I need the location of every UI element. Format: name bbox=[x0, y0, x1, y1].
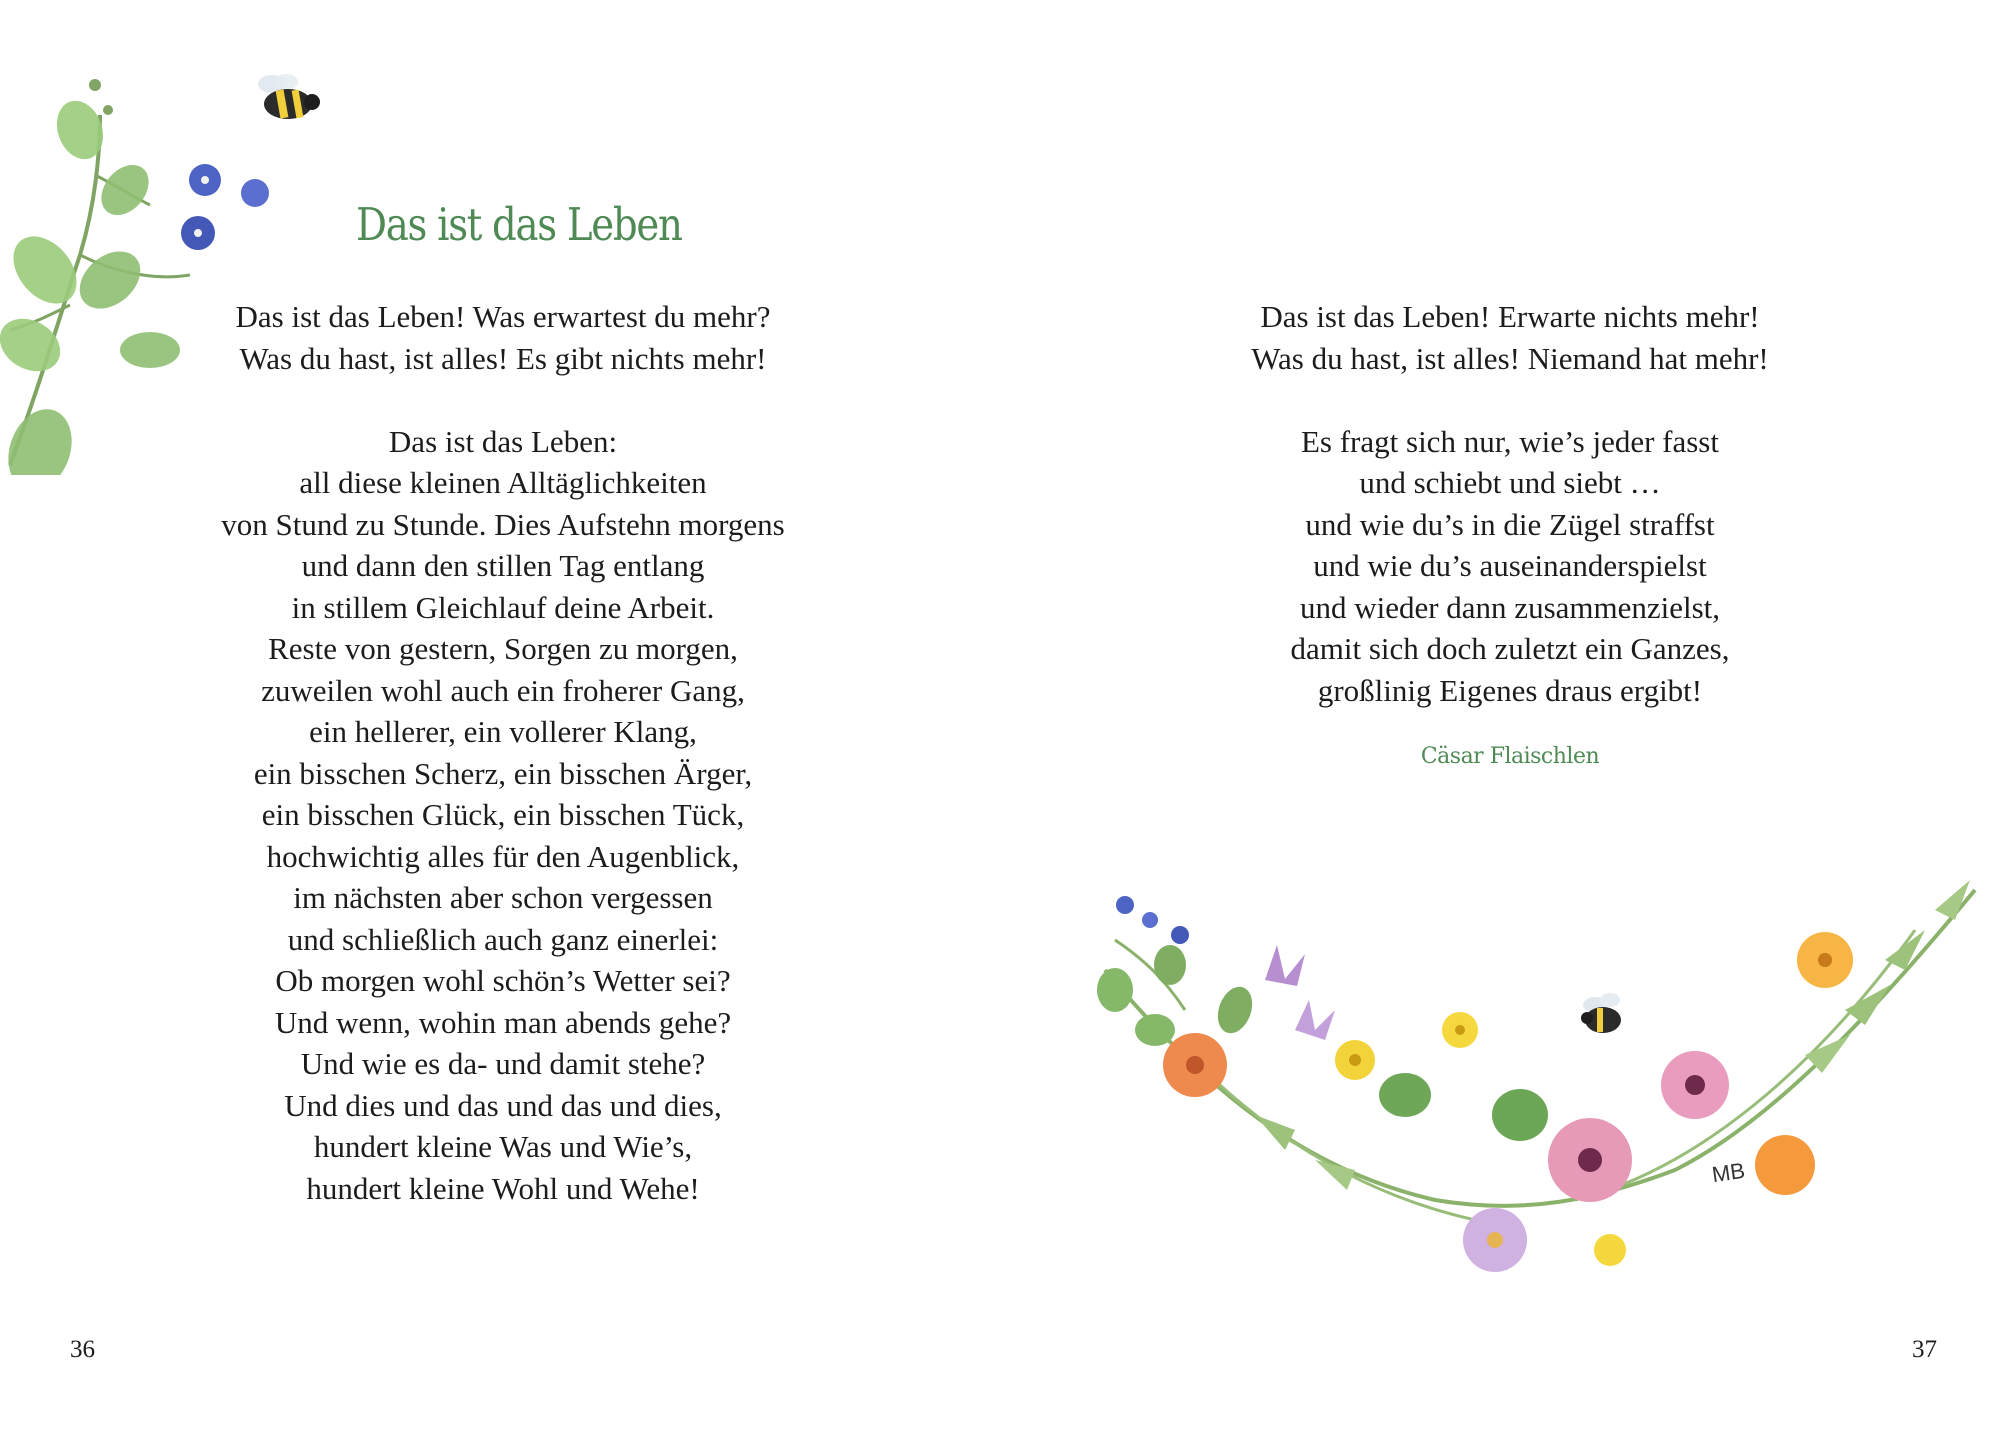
poem-line: Das ist das Leben! Was erwartest du mehr? bbox=[235, 299, 771, 334]
poem-line: Es fragt sich nur, wie’s jeder fasst bbox=[1300, 423, 1719, 459]
page-number-right: 37 bbox=[1912, 1336, 1937, 1363]
poem-line: Ob morgen wohl schön’s Wetter sei? bbox=[275, 963, 731, 998]
poem-line: großlinig Eigenes draus ergibt! bbox=[1317, 672, 1703, 708]
flower-garland-icon bbox=[1055, 870, 1995, 1290]
poem-line: zuweilen wohl auch ein froherer Gang, bbox=[261, 672, 745, 708]
poem-author: Cäsar Flaischlen bbox=[1420, 744, 1600, 769]
poem-line: Das ist das Leben! Erwarte nichts mehr! bbox=[1260, 299, 1760, 334]
poem-line: im nächsten aber schon vergessen bbox=[293, 880, 713, 915]
poem-line: Und dies und das und das und dies, bbox=[284, 1087, 722, 1123]
poem-line: damit sich doch zuletzt ein Ganzes, bbox=[1290, 631, 1730, 666]
poem-line: und schließlich auch ganz einerlei: bbox=[287, 921, 719, 957]
poem-line: hochwichtig alles für den Augenblick, bbox=[266, 838, 740, 874]
stanza bbox=[203, 421, 803, 1210]
poem-title: Das ist das Leben bbox=[356, 198, 682, 251]
poem-line: ein hellerer, ein vollerer Klang, bbox=[309, 714, 697, 749]
right-page bbox=[1000, 0, 2000, 1440]
poem-line: ein bisschen Glück, ein bisschen Tück, bbox=[261, 797, 745, 832]
stanza bbox=[1210, 421, 1810, 712]
poem-line: Was du hast, ist alles! Niemand hat mehr! bbox=[1251, 340, 1769, 376]
bumblebee-icon bbox=[1581, 993, 1621, 1033]
stanza bbox=[203, 296, 803, 379]
poem-text-right bbox=[1210, 296, 1810, 711]
poem-line: in stillem Gleichlauf deine Arbeit. bbox=[291, 589, 715, 625]
poem-line: hundert kleine Was und Wie’s, bbox=[313, 1129, 693, 1164]
stanza bbox=[1210, 296, 1810, 379]
poem-line: und schiebt und siebt … bbox=[1359, 465, 1661, 500]
poem-line: all diese kleinen Alltäglichkeiten bbox=[299, 465, 707, 500]
poem-line: und wie du’s in die Zügel straffst bbox=[1305, 506, 1715, 542]
poem-line: hundert kleine Wohl und Wehe! bbox=[306, 1170, 700, 1206]
page-number-left: 36 bbox=[70, 1336, 95, 1363]
poem-line: und wieder dann zusammenzielst, bbox=[1299, 589, 1721, 625]
poem-line: Was du hast, ist alles! Es gibt nichts mehr! bbox=[239, 340, 767, 376]
poem-line: von Stund zu Stunde. Dies Aufstehn morgens bbox=[221, 506, 785, 542]
bumblebee-icon bbox=[250, 70, 325, 130]
illustrator-signature: MB bbox=[1710, 1157, 1747, 1188]
poem-text-left bbox=[203, 296, 803, 1209]
poem-line: ein bisschen Scherz, ein bisschen Ärger, bbox=[253, 755, 753, 791]
poem-line: Reste von gestern, Sorgen zu morgen, bbox=[268, 631, 738, 666]
poem-line: und wie du’s auseinanderspielst bbox=[1313, 548, 1707, 583]
poem-line: Und wenn, wohin man abends gehe? bbox=[274, 1004, 732, 1040]
poem-line: Und wie es da- und damit stehe? bbox=[300, 1046, 706, 1081]
poem-line: Das ist das Leben: bbox=[388, 423, 618, 459]
poem-line: und dann den stillen Tag entlang bbox=[301, 548, 705, 583]
